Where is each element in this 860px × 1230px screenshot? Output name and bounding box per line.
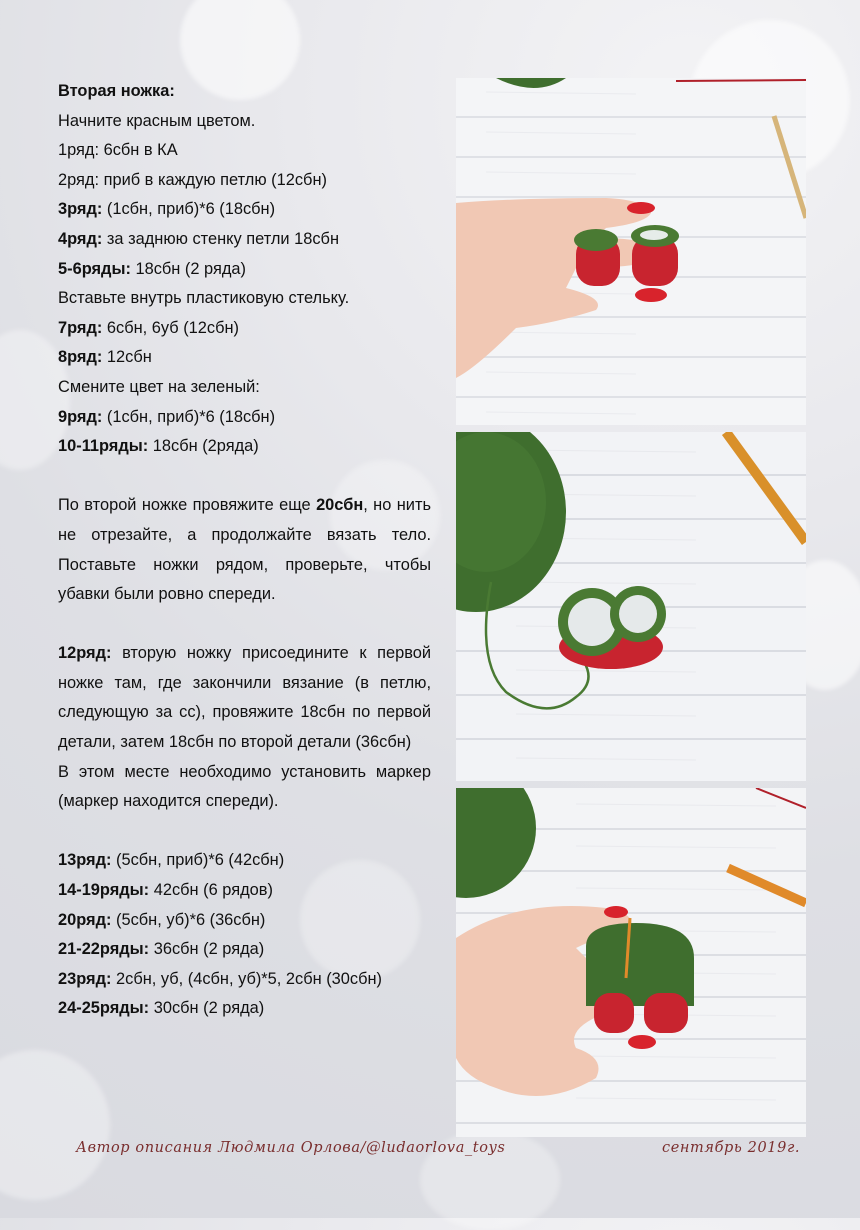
- section-heading: Вторая ножка:: [58, 82, 175, 100]
- row-14-19: 14-19ряды: 42сбн (6 рядов): [58, 881, 273, 900]
- row-9: 9ряд: (1сбн, приб)*6 (18сбн): [58, 407, 276, 426]
- instructions-column: [58, 77, 431, 1024]
- paragraph-continue-body: По второй ножке провяжите еще 20сбн, но нить не отрезайте, а продолжайте вязать тело. Поставьте ножки рядом, проверьте, чтобы убавки были ровно спереди.: [58, 496, 431, 604]
- row-13: 13ряд: (5сбн, приб)*6 (42сбн): [58, 851, 285, 870]
- row-21-22: 21-22ряды: 36сбн (2 ряда): [58, 940, 265, 959]
- row-1: 1ряд: 6сбн в КА: [58, 141, 178, 160]
- row-4: 4ряд: за заднюю стенку петли 18сбн: [58, 229, 339, 248]
- marker-note: В этом месте необходимо установить маркер (маркер находится спереди).: [58, 762, 431, 811]
- footer-date: сентябрь 2019г.: [662, 1140, 801, 1156]
- photo-hand-holding-legs: [456, 78, 806, 425]
- row-10-11: 10-11ряды: 18сбн (2ряда): [58, 437, 259, 456]
- footer-author: Автор описания Людмила Орлова/@ludaorlova_toys: [76, 1140, 506, 1156]
- row-3: 3ряд: (1сбн, приб)*6 (18сбн): [58, 200, 276, 219]
- photo-joined-body: [456, 788, 806, 1137]
- change-color-note: Смените цвет на зеленый:: [58, 377, 260, 396]
- row-20: 20ряд: (5сбн, уб)*6 (36сбн): [58, 910, 266, 929]
- bokeh-circle: [0, 1050, 110, 1200]
- row-7: 7ряд: 6сбн, 6уб (12сбн): [58, 318, 239, 337]
- row-5-6: 5-6ряды: 18сбн (2 ряда): [58, 259, 246, 278]
- row-2: 2ряд: приб в каждую петлю (12сбн): [58, 170, 327, 189]
- row-24-25: 24-25ряды: 30сбн (2 ряда): [58, 999, 265, 1018]
- start-color-note: Начните красным цветом.: [58, 111, 256, 130]
- insole-note: Вставьте внутрь пластиковую стельку.: [58, 289, 350, 308]
- row-8: 8ряд: 12сбн: [58, 348, 152, 367]
- row-23: 23ряд: 2сбн, уб, (4сбн, уб)*5, 2сбн (30сбн): [58, 969, 382, 988]
- row-12: 12ряд: вторую ножку присоедините к первой ножке там, где закончили вязание (в петлю, следующую за сс), провяжите 18сбн по первой детали, затем 18сбн по второй детали (36сбн): [58, 644, 431, 752]
- photo-legs-side-by-side: [456, 432, 806, 781]
